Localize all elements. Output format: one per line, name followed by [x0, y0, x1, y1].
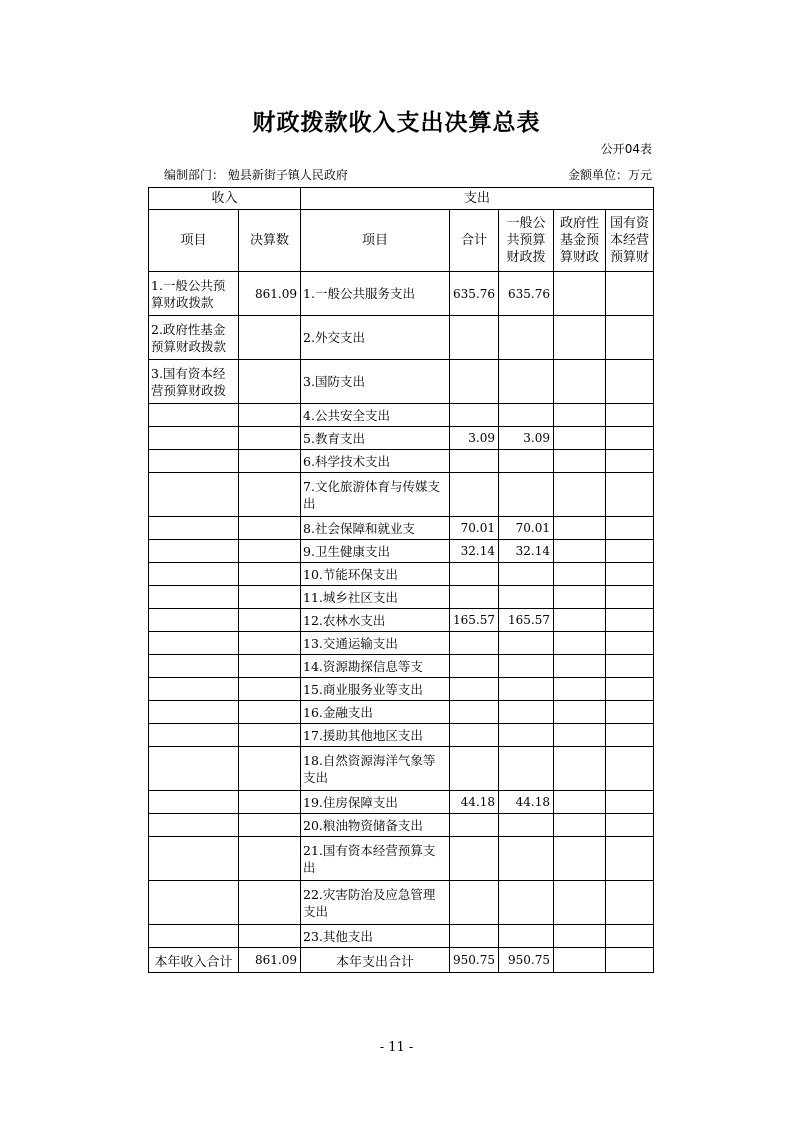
expense-total-label: 本年支出合计	[301, 948, 450, 973]
table-row	[149, 701, 654, 724]
general-budget-cell	[499, 316, 554, 360]
expense-total-cell	[450, 747, 499, 791]
expense-item-cell: 9.卫生健康支出	[301, 540, 450, 563]
table-row	[149, 609, 654, 632]
general-budget-cell: 165.57	[499, 609, 554, 632]
expense-total-cell	[450, 655, 499, 678]
expense-total-cell	[450, 881, 499, 925]
income-amount-cell	[239, 427, 301, 450]
gov-fund-cell	[554, 747, 606, 791]
general-budget-cell	[499, 881, 554, 925]
income-amount-cell: 861.09	[239, 272, 301, 316]
income-item-cell	[149, 586, 239, 609]
state-capital-cell	[606, 563, 654, 586]
income-amount-cell	[239, 473, 301, 517]
gov-fund-cell	[554, 724, 606, 747]
gov-fund-cell	[554, 881, 606, 925]
table-row	[149, 747, 654, 791]
expense-item-cell: 2.外交支出	[301, 316, 450, 360]
state-capital-cell	[606, 701, 654, 724]
income-amount-header: 决算数	[239, 210, 301, 272]
income-amount-cell	[239, 925, 301, 948]
expense-total: 950.75	[450, 948, 499, 973]
income-amount-cell	[239, 814, 301, 837]
expense-item-cell: 5.教育支出	[301, 427, 450, 450]
expense-total-cell: 165.57	[450, 609, 499, 632]
general-budget-cell	[499, 747, 554, 791]
general-budget-cell	[499, 404, 554, 427]
expense-total-cell	[450, 586, 499, 609]
income-amount-cell	[239, 678, 301, 701]
table-row	[149, 678, 654, 701]
general-budget-total: 950.75	[499, 948, 554, 973]
state-capital-cell	[606, 272, 654, 316]
expense-total-cell	[450, 450, 499, 473]
general-budget-cell	[499, 473, 554, 517]
expense-total-cell	[450, 814, 499, 837]
income-item-cell: 3.国有资本经营预算财政拨	[149, 360, 239, 404]
table-row	[149, 925, 654, 948]
state-capital-cell	[606, 586, 654, 609]
state-capital-cell	[606, 791, 654, 814]
state-capital-cell	[606, 881, 654, 925]
gov-fund-cell	[554, 837, 606, 881]
expense-total-cell: 44.18	[450, 791, 499, 814]
state-capital-cell	[606, 814, 654, 837]
expense-item-cell: 10.节能环保支出	[301, 563, 450, 586]
unit-label: 金额单位：万元	[567, 168, 652, 182]
table-row	[149, 881, 654, 925]
income-item-cell	[149, 517, 239, 540]
expense-total-cell	[450, 563, 499, 586]
income-item-cell	[149, 837, 239, 881]
income-item-cell	[149, 791, 239, 814]
state-capital-cell	[606, 747, 654, 791]
table-row	[149, 586, 654, 609]
state-capital-cell	[606, 724, 654, 747]
general-budget-cell: 32.14	[499, 540, 554, 563]
state-capital-cell	[606, 837, 654, 881]
table-row	[149, 316, 654, 360]
expense-total-cell	[450, 925, 499, 948]
general-budget-cell	[499, 814, 554, 837]
gov-fund-cell	[554, 563, 606, 586]
income-item-cell	[149, 563, 239, 586]
expense-total-cell	[450, 678, 499, 701]
general-budget-cell	[499, 450, 554, 473]
general-budget-cell	[499, 724, 554, 747]
general-budget-header: 一般公共预算财政拨	[499, 210, 554, 272]
gov-fund-cell	[554, 473, 606, 517]
income-item-cell	[149, 609, 239, 632]
income-amount-cell	[239, 517, 301, 540]
table-row	[149, 837, 654, 881]
state-capital-cell	[606, 427, 654, 450]
expense-item-header: 项目	[301, 210, 450, 272]
expense-total-cell	[450, 837, 499, 881]
income-item-cell	[149, 655, 239, 678]
income-item-cell	[149, 427, 239, 450]
income-item-cell	[149, 724, 239, 747]
gov-fund-cell	[554, 404, 606, 427]
general-budget-cell	[499, 925, 554, 948]
table-row	[149, 814, 654, 837]
general-budget-cell	[499, 586, 554, 609]
gov-fund-cell	[554, 791, 606, 814]
income-item-cell	[149, 881, 239, 925]
income-item-header: 项目	[149, 210, 239, 272]
state-capital-cell	[606, 473, 654, 517]
income-total-label: 本年收入合计	[149, 948, 239, 973]
income-total-amount: 861.09	[239, 948, 301, 973]
income-item-cell	[149, 632, 239, 655]
state-capital-cell	[606, 925, 654, 948]
expense-item-cell: 22.灾害防治及应急管理支出	[301, 881, 450, 925]
expense-item-cell: 15.商业服务业等支出	[301, 678, 450, 701]
state-capital-cell	[606, 678, 654, 701]
expense-total-cell	[450, 701, 499, 724]
income-item-cell: 2.政府性基金预算财政拨款	[149, 316, 239, 360]
expense-item-cell: 8.社会保障和就业支	[301, 517, 450, 540]
income-item-cell	[149, 747, 239, 791]
expense-total-cell: 70.01	[450, 517, 499, 540]
table-row	[149, 724, 654, 747]
table-body	[149, 272, 654, 948]
state-capital-cell	[606, 540, 654, 563]
income-item-cell: 1.一般公共预算财政拨款	[149, 272, 239, 316]
page-title: 财政拨款收入支出决算总表	[252, 110, 541, 136]
expense-item-cell: 14.资源勘探信息等支	[301, 655, 450, 678]
income-amount-cell	[239, 540, 301, 563]
state-capital-total	[606, 948, 654, 973]
expense-item-cell: 1.一般公共服务支出	[301, 272, 450, 316]
page-number: - 11 -	[379, 1040, 414, 1055]
expense-item-cell: 20.粮油物资储备支出	[301, 814, 450, 837]
expense-item-cell: 23.其他支出	[301, 925, 450, 948]
general-budget-cell: 70.01	[499, 517, 554, 540]
state-capital-cell	[606, 655, 654, 678]
gov-fund-cell	[554, 925, 606, 948]
form-code: 公开04表	[600, 142, 652, 156]
expense-total-cell: 32.14	[450, 540, 499, 563]
gov-fund-cell	[554, 609, 606, 632]
totals-row	[149, 948, 654, 973]
state-capital-cell	[606, 360, 654, 404]
table-row	[149, 655, 654, 678]
expense-item-cell: 18.自然资源海洋气象等支出	[301, 747, 450, 791]
table-row	[149, 360, 654, 404]
income-item-cell	[149, 678, 239, 701]
gov-fund-cell	[554, 450, 606, 473]
income-amount-cell	[239, 586, 301, 609]
gov-fund-cell	[554, 678, 606, 701]
income-amount-cell	[239, 632, 301, 655]
gov-fund-header: 政府性基金预算财政	[554, 210, 606, 272]
state-capital-cell	[606, 517, 654, 540]
income-item-cell	[149, 814, 239, 837]
general-budget-cell	[499, 655, 554, 678]
income-item-cell	[149, 404, 239, 427]
general-budget-cell	[499, 678, 554, 701]
gov-fund-cell	[554, 632, 606, 655]
expense-item-cell: 7.文化旅游体育与传媒支出	[301, 473, 450, 517]
income-amount-cell	[239, 360, 301, 404]
gov-fund-total	[554, 948, 606, 973]
expense-item-cell: 17.援助其他地区支出	[301, 724, 450, 747]
income-amount-cell	[239, 701, 301, 724]
department-label: 编制部门： 勉县新街子镇人民政府	[164, 168, 348, 182]
gov-fund-cell	[554, 701, 606, 724]
expense-total-cell	[450, 360, 499, 404]
state-capital-cell	[606, 316, 654, 360]
expense-total-cell	[450, 724, 499, 747]
income-item-cell	[149, 540, 239, 563]
budget-table	[148, 187, 654, 973]
expense-total-cell: 3.09	[450, 427, 499, 450]
expense-item-cell: 12.农林水支出	[301, 609, 450, 632]
income-amount-cell	[239, 609, 301, 632]
gov-fund-cell	[554, 427, 606, 450]
gov-fund-cell	[554, 540, 606, 563]
general-budget-cell	[499, 701, 554, 724]
expense-total-cell	[450, 316, 499, 360]
table-row	[149, 517, 654, 540]
income-amount-cell	[239, 724, 301, 747]
table-row	[149, 473, 654, 517]
table-row	[149, 791, 654, 814]
expense-item-cell: 6.科学技术支出	[301, 450, 450, 473]
income-amount-cell	[239, 655, 301, 678]
general-budget-cell: 44.18	[499, 791, 554, 814]
general-budget-cell	[499, 563, 554, 586]
expense-item-cell: 13.交通运输支出	[301, 632, 450, 655]
gov-fund-cell	[554, 517, 606, 540]
state-capital-header: 国有资本经营预算财	[606, 210, 654, 272]
state-capital-cell	[606, 450, 654, 473]
expense-item-cell: 4.公共安全支出	[301, 404, 450, 427]
table-row	[149, 404, 654, 427]
expense-item-cell: 21.国有资本经营预算支出	[301, 837, 450, 881]
expense-item-cell: 19.住房保障支出	[301, 791, 450, 814]
table-row	[149, 540, 654, 563]
income-amount-cell	[239, 881, 301, 925]
income-item-cell	[149, 701, 239, 724]
expense-total-cell	[450, 473, 499, 517]
income-amount-cell	[239, 316, 301, 360]
gov-fund-cell	[554, 586, 606, 609]
income-amount-cell	[239, 404, 301, 427]
general-budget-cell: 635.76	[499, 272, 554, 316]
gov-fund-cell	[554, 655, 606, 678]
table-row	[149, 272, 654, 316]
expense-item-cell: 3.国防支出	[301, 360, 450, 404]
table-row	[149, 632, 654, 655]
expense-total-cell	[450, 404, 499, 427]
income-item-cell	[149, 925, 239, 948]
income-amount-cell	[239, 747, 301, 791]
gov-fund-cell	[554, 272, 606, 316]
table-row	[149, 563, 654, 586]
income-amount-cell	[239, 563, 301, 586]
income-header: 收入	[149, 188, 301, 210]
income-amount-cell	[239, 791, 301, 814]
state-capital-cell	[606, 632, 654, 655]
state-capital-cell	[606, 404, 654, 427]
income-amount-cell	[239, 450, 301, 473]
general-budget-cell	[499, 632, 554, 655]
general-budget-cell	[499, 837, 554, 881]
general-budget-cell	[499, 360, 554, 404]
income-item-cell	[149, 450, 239, 473]
income-amount-cell	[239, 837, 301, 881]
state-capital-cell	[606, 609, 654, 632]
total-header: 合计	[450, 210, 499, 272]
expense-total-cell	[450, 632, 499, 655]
gov-fund-cell	[554, 360, 606, 404]
expense-total-cell: 635.76	[450, 272, 499, 316]
expense-item-cell: 11.城乡社区支出	[301, 586, 450, 609]
table-row	[149, 427, 654, 450]
expense-header: 支出	[301, 188, 654, 210]
income-item-cell	[149, 473, 239, 517]
gov-fund-cell	[554, 316, 606, 360]
table-row	[149, 450, 654, 473]
expense-item-cell: 16.金融支出	[301, 701, 450, 724]
general-budget-cell: 3.09	[499, 427, 554, 450]
gov-fund-cell	[554, 814, 606, 837]
